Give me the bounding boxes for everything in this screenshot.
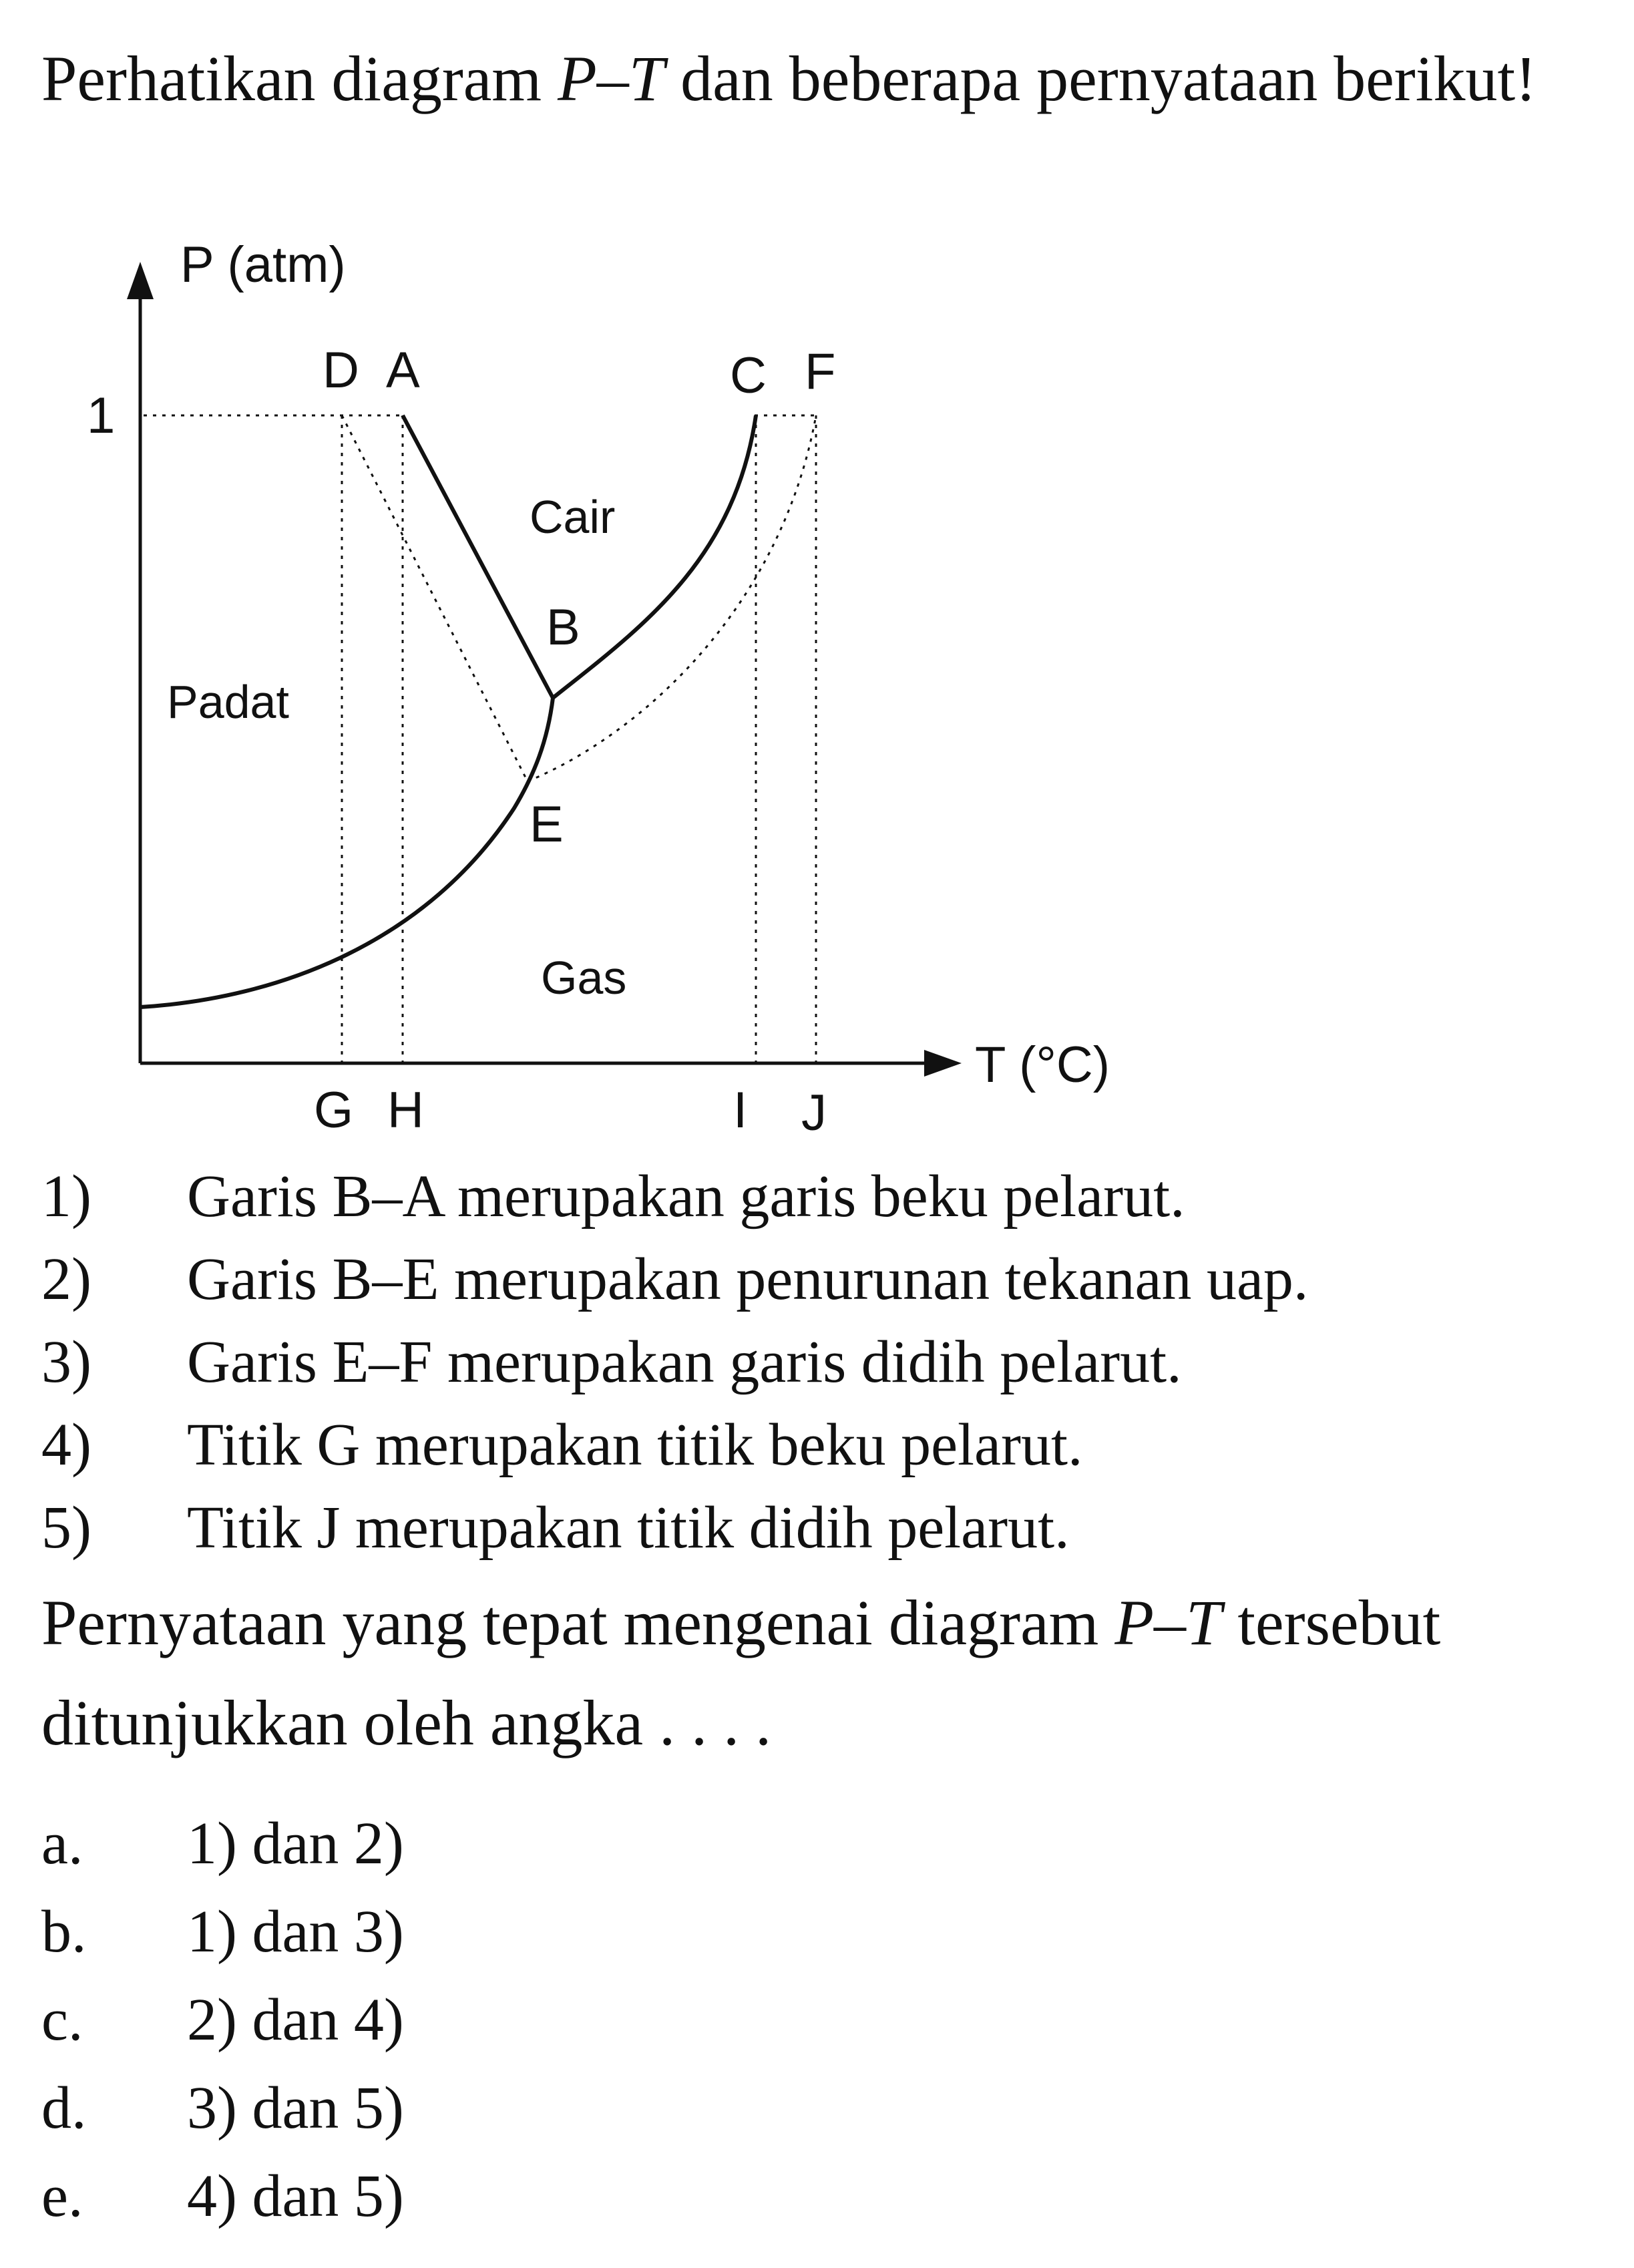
question-text-2: tersebut ditunjukkan oleh angka . . . . [41,1587,1441,1758]
point-label-c: C [730,347,767,404]
list-item [41,1487,1597,1569]
y-tick-label-1: 1 [87,387,116,444]
point-label-d: D [323,342,359,399]
statement-text: Titik J merupakan titik didih pelarut. [187,1495,1070,1561]
option-text: 2) dan 4) [187,1987,404,2053]
statement-text: Titik G merupakan titik beku pelarut. [187,1412,1083,1478]
intro-italic-pt: P–T [558,43,665,114]
option-b[interactable] [41,1888,1597,1976]
option-text: 3) dan 5) [187,2075,404,2141]
option-d[interactable] [41,2064,1597,2152]
point-label-j: J [801,1085,827,1141]
statement-text: Garis B–E merupakan penurunan tekanan uap. [187,1246,1309,1312]
option-text: 4) dan 5) [187,2163,404,2229]
x-axis-arrow [924,1050,962,1077]
point-label-e: E [530,796,564,853]
statement-number: 2) [41,1246,91,1312]
point-label-f: F [805,343,836,400]
option-key: c. [41,1987,83,2053]
region-label-liquid: Cair [530,491,616,543]
option-key: e. [41,2163,83,2229]
question-text-1: Pernyataan yang tepat mengenai diagram [41,1587,1115,1658]
statement-number: 3) [41,1329,91,1395]
option-key: d. [41,2075,87,2141]
statement-number: 5) [41,1495,91,1561]
question-italic-pt: P–T [1114,1587,1222,1658]
statement-number: 4) [41,1412,91,1478]
point-label-a: A [386,342,420,399]
solvent-freezing-line-a-b [403,415,553,698]
intro-text-2: dan beberapa pernyataan berikut! [664,43,1537,114]
statement-text: Garis E–F merupakan garis didih pelarut. [187,1329,1182,1395]
point-label-h: H [387,1082,424,1139]
option-a[interactable] [41,1800,1597,1888]
statement-list [41,1155,1597,1569]
y-axis-arrow [127,262,154,299]
option-e[interactable] [41,2152,1597,2241]
solvent-vapor-curve-b-c [553,415,756,698]
question-stem [41,1573,1597,1773]
option-text: 1) dan 2) [187,1811,404,1877]
list-item [41,1321,1597,1404]
point-label-b: B [546,599,580,656]
option-text: 1) dan 3) [187,1899,404,1965]
list-item [41,1404,1597,1487]
y-axis-label: P (atm) [180,236,346,293]
intro-text-1: Perhatikan diagram [41,43,558,114]
pt-phase-diagram [0,220,1175,1155]
list-item [41,1155,1597,1238]
statement-number: 1) [41,1163,91,1230]
region-label-solid: Padat [167,676,289,728]
option-c[interactable] [41,1976,1597,2064]
x-axis-label: T (°C) [975,1036,1110,1093]
region-label-gas: Gas [541,952,627,1004]
list-item [41,1238,1597,1321]
option-key: a. [41,1811,83,1877]
statement-text: Garis B–A merupakan garis beku pelarut. [187,1163,1185,1230]
point-label-g: G [314,1082,354,1139]
solution-vapor-curve-e-f [528,415,816,781]
sublimation-curve [140,698,553,1007]
question-intro [41,27,1597,131]
option-key: b. [41,1899,87,1965]
point-label-i: I [733,1082,748,1139]
answer-options [41,1800,1597,2241]
